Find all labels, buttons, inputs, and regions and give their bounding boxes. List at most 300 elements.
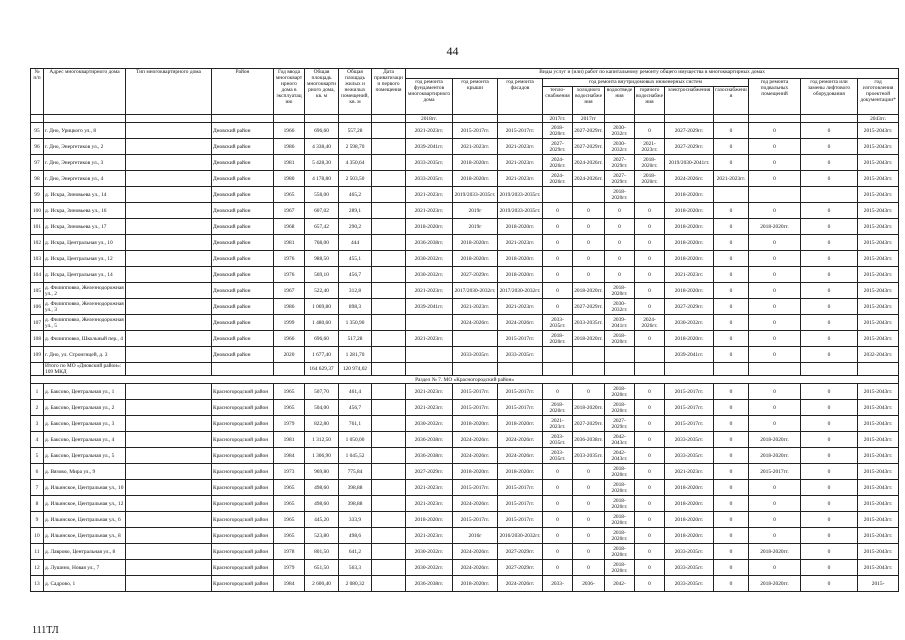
table-cell: 2030-2032гг. [406,251,453,267]
table-cell [372,416,406,432]
table-row [31,512,899,528]
page-number: 44 [446,44,459,58]
table-cell: Красногородский район [212,544,274,560]
table-cell: 2015-2043гг. [858,384,899,400]
table-cell: 0 [749,267,801,283]
table-cell [372,363,406,376]
table-cell: 0 [543,283,573,299]
table-cell: 2021-2023гг. [406,187,453,203]
table-cell: 2018-2020гг. [498,416,543,432]
total-living-area: 120 974,02 [339,363,372,376]
table-cell [126,400,212,416]
table-cell: 0 [605,251,635,267]
table-cell: 2033-2035гг. [543,315,573,331]
table-cell [605,347,635,363]
table-cell: 0 [749,331,801,347]
table-cell: 2042-2043гг. [605,432,635,448]
table-cell: 2036-2038гг. [406,448,453,464]
table-cell: 2015-2017гг. [498,496,543,512]
header-cell: холодного водоснабжения [573,87,605,115]
table-cell: д. Садрово, 1 [44,576,126,592]
table-cell: 2036- [573,576,605,592]
table-cell: Красногородский район [212,528,274,544]
table-cell [372,331,406,347]
table-cell: 2024-2026гг. [573,171,605,187]
table-cell: 2021-2023гг. [498,299,543,315]
table-cell: 0 [605,235,635,251]
table-cell: 0 [635,251,665,267]
table-cell: 2015-2043гг. [858,448,899,464]
table-cell [126,448,212,464]
table-cell [31,115,44,123]
table-cell [372,299,406,315]
table-cell: 507,70 [305,384,339,400]
header-cell: год ремонта крыши [453,79,498,115]
table-cell: 2015-2043гг. [858,299,899,315]
table-cell: 898,3 [339,299,372,315]
header-cell: Дата приватизации первого помещения [372,69,406,115]
table-cell: 1981 [274,235,305,251]
table-row [31,299,899,315]
table-cell [126,251,212,267]
table-cell: 0 [801,203,858,219]
table-cell: 2033-2035гг. [453,347,498,363]
table-cell: 2019/2033-2035гг. [453,187,498,203]
table-cell: 2033-2035гг. [665,432,714,448]
table-cell: 1 [31,384,44,400]
table-cell [126,171,212,187]
table-row [31,155,899,171]
table-cell: 2030-2032гг. [406,267,453,283]
table-cell [714,187,749,203]
table-row [31,480,899,496]
table-cell: 988,50 [305,251,339,267]
table-row [31,235,899,251]
table-cell: 0 [714,299,749,315]
table-cell: Красногородский район [212,480,274,496]
table-cell: 1965 [274,187,305,203]
table-cell: 1978 [274,544,305,560]
table-cell: 2027-2029гг. [573,139,605,155]
table-cell: 696,60 [305,123,339,139]
table-cell: 2039-2041гг. [406,299,453,315]
table-cell: д. Баксово, Центральная ул., 2 [44,400,126,416]
table-cell [126,416,212,432]
table-cell: 0 [801,496,858,512]
table-cell: 2018-2020гг. [605,544,635,560]
table-cell [372,283,406,299]
table-cell [573,187,605,203]
table-cell: 0 [635,283,665,299]
header-cell: Год ввода многоквартирного дома в эксплуатацию [274,69,305,115]
table-cell: 1999 [274,315,305,331]
table-cell [453,363,498,376]
table-cell: 498,6 [339,528,372,544]
header-cell: год ремонта подвальных помещений [749,79,801,115]
table-cell: 2033-2035гг. [665,560,714,576]
table-cell: 2018-2020гг. [543,331,573,347]
table-cell [126,219,212,235]
table-cell: 498,60 [305,480,339,496]
table-cell: 2027-2029гг. [498,544,543,560]
table-cell [406,315,453,331]
table-cell: 0 [635,512,665,528]
table-cell: 0 [543,219,573,235]
table-cell: 2018-2020гг. [605,331,635,347]
table-cell [635,115,665,123]
table-cell [372,235,406,251]
header-cell: год изготовления проектной документации* [858,79,899,115]
table-cell: 2030-2032гг. [605,123,635,139]
table-cell [372,544,406,560]
table-cell: 2015-2017гг. [498,400,543,416]
table-cell: 2033-2035гг. [573,315,605,331]
table-cell: 2030-2032гг. [406,416,453,432]
table-cell: 0 [801,219,858,235]
table-cell: 569,10 [305,267,339,283]
table-cell: 2015-2043гг. [858,155,899,171]
table-cell: 1976 [274,267,305,283]
table-cell: 104 [31,267,44,283]
table-cell [126,560,212,576]
table-cell: 0 [635,560,665,576]
table-cell: 2 600,40 [305,576,339,592]
header-cell: тепло-снабжения [543,87,573,115]
table-cell [372,139,406,155]
table-cell: 2015-2043гг. [858,251,899,267]
table-cell: д. Ильинское, Центральная ул., 6 [44,512,126,528]
table-cell: 0 [714,331,749,347]
table-cell: 2039-2041гг. [665,347,714,363]
table-cell: 2015-2017гг. [453,123,498,139]
table-cell: 2 080,32 [339,576,372,592]
table-cell [406,347,453,363]
table-cell [126,235,212,251]
table-cell: 0 [635,267,665,283]
table-cell: 0 [714,315,749,331]
table-cell: 2021-2023гг. [406,331,453,347]
table-cell: 0 [801,299,858,315]
table-cell: 2033-2035гг. [573,448,605,464]
table-row [31,432,899,448]
table-cell: 1984 [274,448,305,464]
table-cell: 1980 [274,171,305,187]
table-cell: 2015-2043гг. [858,171,899,187]
table-cell: 775,84 [339,464,372,480]
table-cell: 2018-2020гг. [665,203,714,219]
table-cell: д. Баксово, Центральная ул., 4 [44,432,126,448]
table-row [31,416,899,432]
table-cell: 107 [31,315,44,331]
table-cell [858,363,899,376]
table-row [31,560,899,576]
header-cell: Общая площадь жилых и нежилых помещений, кв. м [339,69,372,115]
table-cell: 2019/2030-2041гг. [665,155,714,171]
table-cell [372,267,406,283]
table-cell: 4 [31,432,44,448]
table-cell: г. Дно, ул. Стронгицей, д. 3 [44,347,126,363]
table-cell: д. Ильинское, Центральная ул., 10 [44,480,126,496]
table-cell: 504,00 [305,400,339,416]
table-row [31,251,899,267]
table-cell: 11 [31,544,44,560]
table-cell: 2016/2030-2032гг. [498,528,543,544]
table-cell: Дновский район [212,299,274,315]
table-cell: Дновский район [212,315,274,331]
table-cell: 2018-2020гг. [749,219,801,235]
table-cell [605,363,635,376]
table-cell: 0 [714,251,749,267]
table-cell: 0 [714,400,749,416]
table-cell: 0 [801,560,858,576]
table-row [31,544,899,560]
table-cell: 0 [714,347,749,363]
table-cell: 2027-2029гг. [665,299,714,315]
table-cell [749,187,801,203]
table-cell [126,496,212,512]
table-cell: 2015-2043гг. [858,331,899,347]
table-cell: 0 [635,496,665,512]
table-cell [44,115,126,123]
table-cell: 4 178,80 [305,171,339,187]
table-cell: 0 [573,544,605,560]
table-cell [372,432,406,448]
header-cell: газоснабжения [714,87,749,115]
table-cell: 0 [573,464,605,480]
table-row [31,576,899,592]
table-cell [749,363,801,376]
table-cell: 0 [714,384,749,400]
table-row [31,528,899,544]
table-cell: 98 [31,171,44,187]
table-cell: 2036-2038гг. [406,576,453,592]
table-cell: 0 [801,464,858,480]
table-cell: 0 [801,544,858,560]
table-cell: 1966 [274,123,305,139]
table-cell: 108 [31,331,44,347]
table-cell: 1965 [274,480,305,496]
total-area: 164 629,37 [305,363,339,376]
table-cell: 2 598,70 [339,139,372,155]
table-cell: 2019/2033-2035гг. [498,203,543,219]
table-cell: 2018-2020гг. [665,331,714,347]
table-cell [126,115,212,123]
table-cell: 2021-2023гг. [453,139,498,155]
table-cell: 2018-2020гг. [543,400,573,416]
table-cell [372,384,406,400]
table-cell [126,480,212,496]
table-cell: 398,88 [339,480,372,496]
table-cell [372,480,406,496]
table-cell: г. Дно, Энергетиков ул., 3 [44,155,126,171]
table-cell: 2 503,50 [339,171,372,187]
table-cell: 312,8 [339,283,372,299]
table-cell: д. Искра, Центральная ул., 12 [44,251,126,267]
table-cell: 2018-2020гг. [605,480,635,496]
table-cell: 0 [543,544,573,560]
table-cell: Красногородский район [212,576,274,592]
table-cell: 2018-2020гг. [605,187,635,203]
table-cell: Дновский район [212,171,274,187]
table-cell: д. Лушино, Новая ул., 7 [44,560,126,576]
table-cell: 0 [605,203,635,219]
table-cell: 445,20 [305,512,339,528]
table-cell: 2018-2020гг. [605,400,635,416]
table-cell: 0 [714,560,749,576]
table-cell: 0 [801,139,858,155]
table-cell: 2021-2023гг. [498,139,543,155]
table-cell: 0 [573,560,605,576]
table-cell: Дновский район [212,203,274,219]
table-cell: 2021-2023гг. [635,139,665,155]
table-cell: 2015-2017гг. [498,384,543,400]
table-cell: 2018-2020гг. [573,283,605,299]
table-cell [126,299,212,315]
header-cell: Адрес многоквартирного дома [44,69,126,115]
table-cell: 2017/2030-2032гг. [453,283,498,299]
table-cell: 2015-2017гг. [665,384,714,400]
table-cell: 2018-2020гг. [573,400,605,416]
table-cell: 2033-2035гг. [543,448,573,464]
table-cell: 0 [801,416,858,432]
table-cell: 2018-2020гг. [605,512,635,528]
table-cell: 2024-2026гг. [543,155,573,171]
table-cell: 1 045,52 [339,448,372,464]
table-cell: 2030-2032гг. [605,299,635,315]
table-cell: 2018-2020гг. [498,251,543,267]
table-cell: Дновский район [212,219,274,235]
table-cell: 2015-2017гг. [498,480,543,496]
table-cell [372,576,406,592]
table-cell: Красногородский район [212,400,274,416]
table-cell: 1 050,00 [339,432,372,448]
table-cell [372,251,406,267]
table-cell: 1 677,40 [305,347,339,363]
table-cell: 0 [543,464,573,480]
header-cell: год ремонта или замены лифтового оборудования [801,79,858,115]
table-cell: 0 [801,171,858,187]
table-cell: 2021-2023гг. [406,123,453,139]
table-cell: 2018-2020гг. [605,560,635,576]
table-cell: 1965 [274,496,305,512]
table-cell: Дновский район [212,123,274,139]
table-cell: 2018-2020гг. [573,331,605,347]
table-cell [31,363,44,376]
table-cell: д. Искра, Центральная ул., 14 [44,267,126,283]
table-cell: 1967 [274,203,305,219]
table-cell [126,347,212,363]
table-cell: 1 306,90 [305,448,339,464]
table-cell: 0 [714,283,749,299]
table-cell: 563,3 [339,560,372,576]
table-cell: 2027-2029гг. [498,560,543,576]
header-cell: Общая площадь многоквартирного дома, кв. м [305,69,339,115]
section-row [31,376,899,384]
table-cell: 558,00 [305,187,339,203]
table-cell: 2018-2020гг. [605,496,635,512]
table-cell: Красногородский район [212,432,274,448]
table-cell: 2018-2020гг. [635,155,665,171]
table-cell: 2018-2020гг. [605,384,635,400]
table-cell: 0 [801,267,858,283]
table-cell [372,219,406,235]
table-cell: 461,4 [339,384,372,400]
table-cell: 0 [543,299,573,315]
table-cell: 0 [543,496,573,512]
table-cell: 7 [31,480,44,496]
table-cell: 2032-2043гг. [858,347,899,363]
table-cell [372,187,406,203]
table-cell: 2024-2026гг. [498,576,543,592]
table-cell: 2027-2029гг. [573,123,605,139]
table-cell: 0 [543,267,573,283]
table-cell: 2027-2029гг. [605,155,635,171]
table-cell: 289,1 [339,203,372,219]
table-cell: 0 [749,251,801,267]
table-cell: 1979 [274,560,305,576]
table-cell: 2033-2035гг. [498,347,543,363]
table-cell: 0 [801,448,858,464]
table-row [31,123,899,139]
table-cell: 4 338,40 [305,139,339,155]
table-cell: 1986 [274,299,305,315]
table-cell: 641,2 [339,544,372,560]
table-cell [274,363,305,376]
table-cell [665,363,714,376]
carry-over-row [31,115,899,123]
table-cell [372,560,406,576]
table-cell: 2017/2030-2032гг. [498,283,543,299]
table-cell: 0 [573,512,605,528]
table-cell: 95 [31,123,44,139]
header-group: Виды услуг и (или) работ по капитальному ремонту общего имущества в многоквартирных домах [406,69,899,79]
table-cell [453,331,498,347]
table-cell: 0 [573,267,605,283]
table-cell: 1 350,90 [339,315,372,331]
table-row [31,400,899,416]
table-cell: Дновский район [212,187,274,203]
table-cell [372,315,406,331]
table-cell: 761,1 [339,416,372,432]
table-cell: 2018-2020гг. [453,171,498,187]
table-cell [126,187,212,203]
table-cell: 2024-2026гг. [498,448,543,464]
table-cell [126,331,212,347]
table-cell: д. Ильинское, Центральная ул., 12 [44,496,126,512]
table-cell: 2015- [858,576,899,592]
table-cell: 0 [635,416,665,432]
table-cell: 0 [635,528,665,544]
table-cell: 0 [801,480,858,496]
table-row [31,464,899,480]
table-cell: 0 [605,267,635,283]
table-cell: 0 [749,480,801,496]
table-cell: 1965 [274,528,305,544]
table-cell: 0 [749,299,801,315]
table-cell: 0 [801,384,858,400]
table-cell: 2015-2043гг. [858,139,899,155]
table-cell: 2033-2035гг. [543,432,573,448]
table-cell: 0 [749,560,801,576]
table-cell: 523,80 [305,528,339,544]
table-cell: 2033-2035гг. [406,171,453,187]
table-cell: д. Искра, Зиновьева ул., 14 [44,187,126,203]
table-cell: 2018-2020гг. [665,187,714,203]
table-cell: 97 [31,155,44,171]
table-cell: 0 [573,251,605,267]
table-cell: 2018-2020гг. [498,219,543,235]
table-cell: 2024-2026гг. [453,544,498,560]
